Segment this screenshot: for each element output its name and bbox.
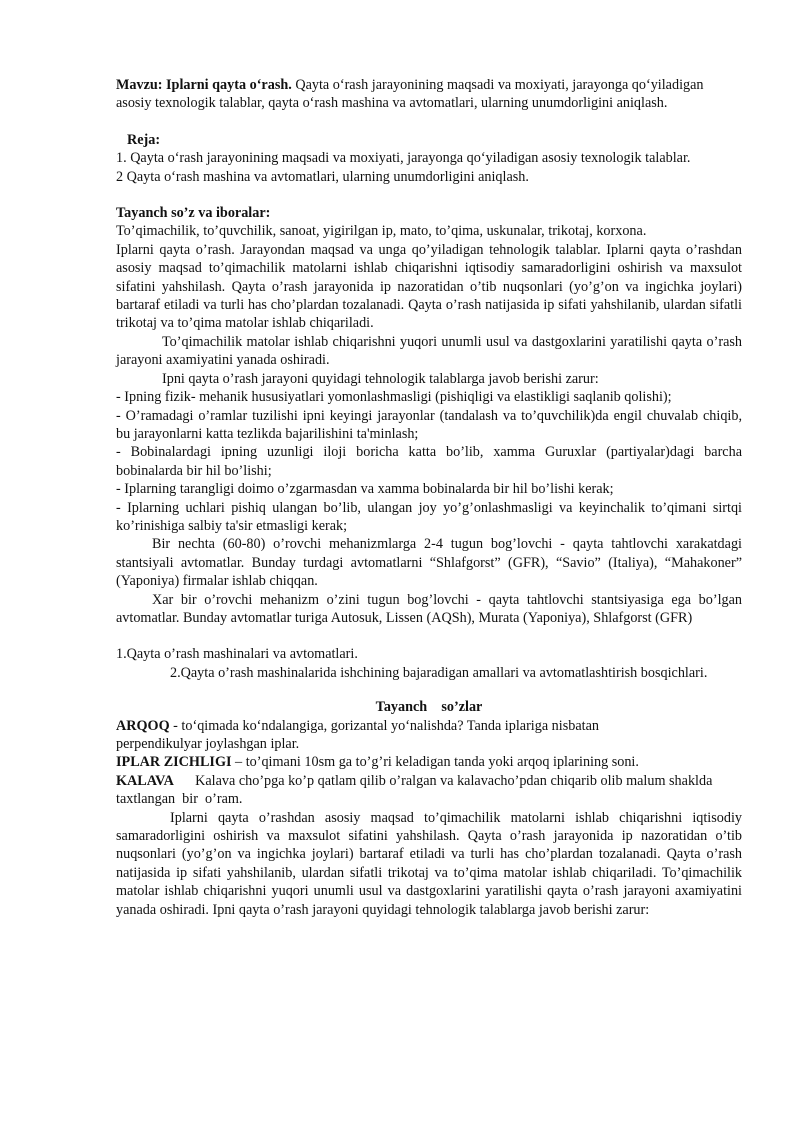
keywords-heading: Tayanch so’z va iboralar: [116, 205, 271, 222]
requirement-item: - Iplarning uchlari pishiq ulangan bo’lib, ulangan joy yo’g’onlashmasligi va keyinchalik to’qimani sirtqi ko’rinishiga salbiy ta'sir etmasligi kerak; [116, 499, 742, 534]
glossary-definition: - to‘qimada ko‘ndalangiga, gorizantal yo‘nalishda? Tanda iplariga nisbatan perpendikulyar joylashgan iplar. [116, 717, 599, 752]
numbered-item-2: 2.Qayta o’rash mashinalarida ishchining bajaradigan amallari va avtomatlashtirish bosqichlari. [170, 664, 708, 681]
document-body [116, 76, 742, 919]
glossary-term: ARQOQ [116, 717, 170, 734]
glossary-definition: – to’qimani 10sm ga to’g’ri keladigan tanda yoki arqoq iplarining soni. [231, 754, 639, 771]
requirement-item: - Bobinalardagi ipning uzunligi iloji boricha katta bo’lib, xamma Guruxlar (partiyalar)dagi barcha bobinalarda bir hil bo’lishi; [116, 444, 742, 479]
topic-text: Qayta o‘rash jarayonining maqsadi va moxiyati, jarayonga qo‘yiladigan asosiy texnologik talablar, qayta o‘rash mashina va avtomatlari, ularning unumdorligini aniqlash. [116, 77, 704, 112]
topic-paragraph [116, 76, 706, 113]
plan-heading: Reja: [127, 131, 161, 148]
glossary-term: IPLAR ZICHLIGI [116, 754, 232, 771]
closing-paragraph: Iplarni qayta o’rashdan asosiy maqsad to’qimachilik matolarni ishlab chiqarishni iqtisodiy samaradorligini oshirish va maxsulot sifatini yahshilash. Qayta o’rash jarayonida ip nazoratidan o’tib nuqsonlari (yo’g’on va ingichka joylari) bartaraf etiladi va turli has cho’plardan tozalanadi. Qayta o’rash natijasida ip sifati yahshilanib, ulardan sifatli trikotaj va to’qima matolar ishlab chiqariladi. To’qimachilik matolar ishlab chiqarishni yuqori unumli usul va dastgoxlarini yaratilishi qayta o’rash jarayoni axamiyatini yanada oshiradi. Ipni qayta o’rash jarayoni quyidagi tehnologik talablarga javob berishi zarur: [116, 809, 742, 918]
requirement-item: - Ipning fizik- mehanik hususiyatlari yomonlashmasligi (pishiqligi va elastikligi saqlanib qolishi); [116, 389, 672, 406]
automata-paragraph-1: Bir nechta (60-80) o’rovchi mehanizmlarga 2-4 tugun bog’lovchi - qayta tahtlovchi xarakatdagi stantsiyali avtomatlar. Bunday turdagi avtomatlarni “Shlafgorst” (GFR), “Savio” (Italiya), “Mahakoner” (Yaponiya) firmalar ishlab chiqqan. [116, 536, 742, 590]
requirements-intro: Ipni qayta o’rash jarayoni quyidagi tehnologik talablarga javob berishi zarur: [162, 370, 599, 387]
glossary-entry [116, 753, 742, 771]
keywords-line: To’qimachilik, to’quvchilik, sanoat, yigirilgan ip, mato, to’qima, uskunalar, trikotaj, korxona. [116, 223, 647, 240]
glossary-definition: Kalava cho’pga ko’p qatlam qilib o’ralgan va kalavacho’pdan chiqarib olib malum shaklda taxtlangan bir o’ram. [116, 772, 716, 808]
topic-label: Mavzu: Iplarni qayta o‘rash. [116, 77, 292, 93]
automata-paragraph-2: Xar bir o’rovchi mehanizm o’zini tugun bog’lovchi - qayta tahtlovchi stantsiyasiga ega bo’lgan avtomatlar. Bunday avtomatlar turiga Autosuk, Lissen (AQSh), Murata (Yaponiya), Shlafgorst (GFR) [116, 591, 742, 626]
glossary-heading: Tayanch so’zlar [375, 699, 483, 716]
plan-item-2: 2 Qayta o‘rash mashina va avtomatlari, ularning unumdorligini aniqlash. [116, 168, 529, 185]
glossary-entry [116, 717, 676, 754]
requirement-item: - Iplarning tarangligi doimo o’zgarmasdan va xamma bobinalarda bir hil bo’lishi kerak; [116, 481, 614, 498]
requirement-item: - O’ramadagi o’ramlar tuzilishi ipni keyingi jarayonlar (tandalash va to’quvchilik)da engil chuvalab chiqib, bu jarayonlarni katta tezlikda bajarilishini ta'minlash; [116, 407, 742, 442]
plan-item-1: 1. Qayta o‘rash jarayonining maqsadi va moxiyati, jarayonga qo‘yiladigan asosiy texnologik talablar. [116, 150, 691, 167]
intro-paragraph: Iplarni qayta o’rash. Jarayondan maqsad va unga qo’yiladigan tehnologik talablar. Iplarni qayta o’rashdan asosiy maqsad to’qimachilik matolarni ishlab chiqarishni iqtisodiy samaradorligini oshirish va maxsulot sifatini yahshilash. Qayta o’rash jarayonida ip nazoratidan o’tib nuqsonlari (yo’g’on va ingichka joylari) bartaraf etiladi va turli has cho’plardan tozalanadi. Qayta o’rash natijasida ip sifati yahshilanib, ulardan sifatli trikotaj va to’qima matolar ishlab chiqariladi. [116, 241, 742, 332]
glossary-entry [116, 772, 742, 809]
importance-paragraph: To’qimachilik matolar ishlab chiqarishni yuqori unumli usul va dastgoxlarini yaratilishi qayta o’rash jarayoni axamiyatini yanada oshiradi. [116, 333, 742, 369]
glossary-term: KALAVA [116, 772, 174, 789]
numbered-item-1: 1.Qayta o’rash mashinalari va avtomatlari. [116, 646, 358, 663]
